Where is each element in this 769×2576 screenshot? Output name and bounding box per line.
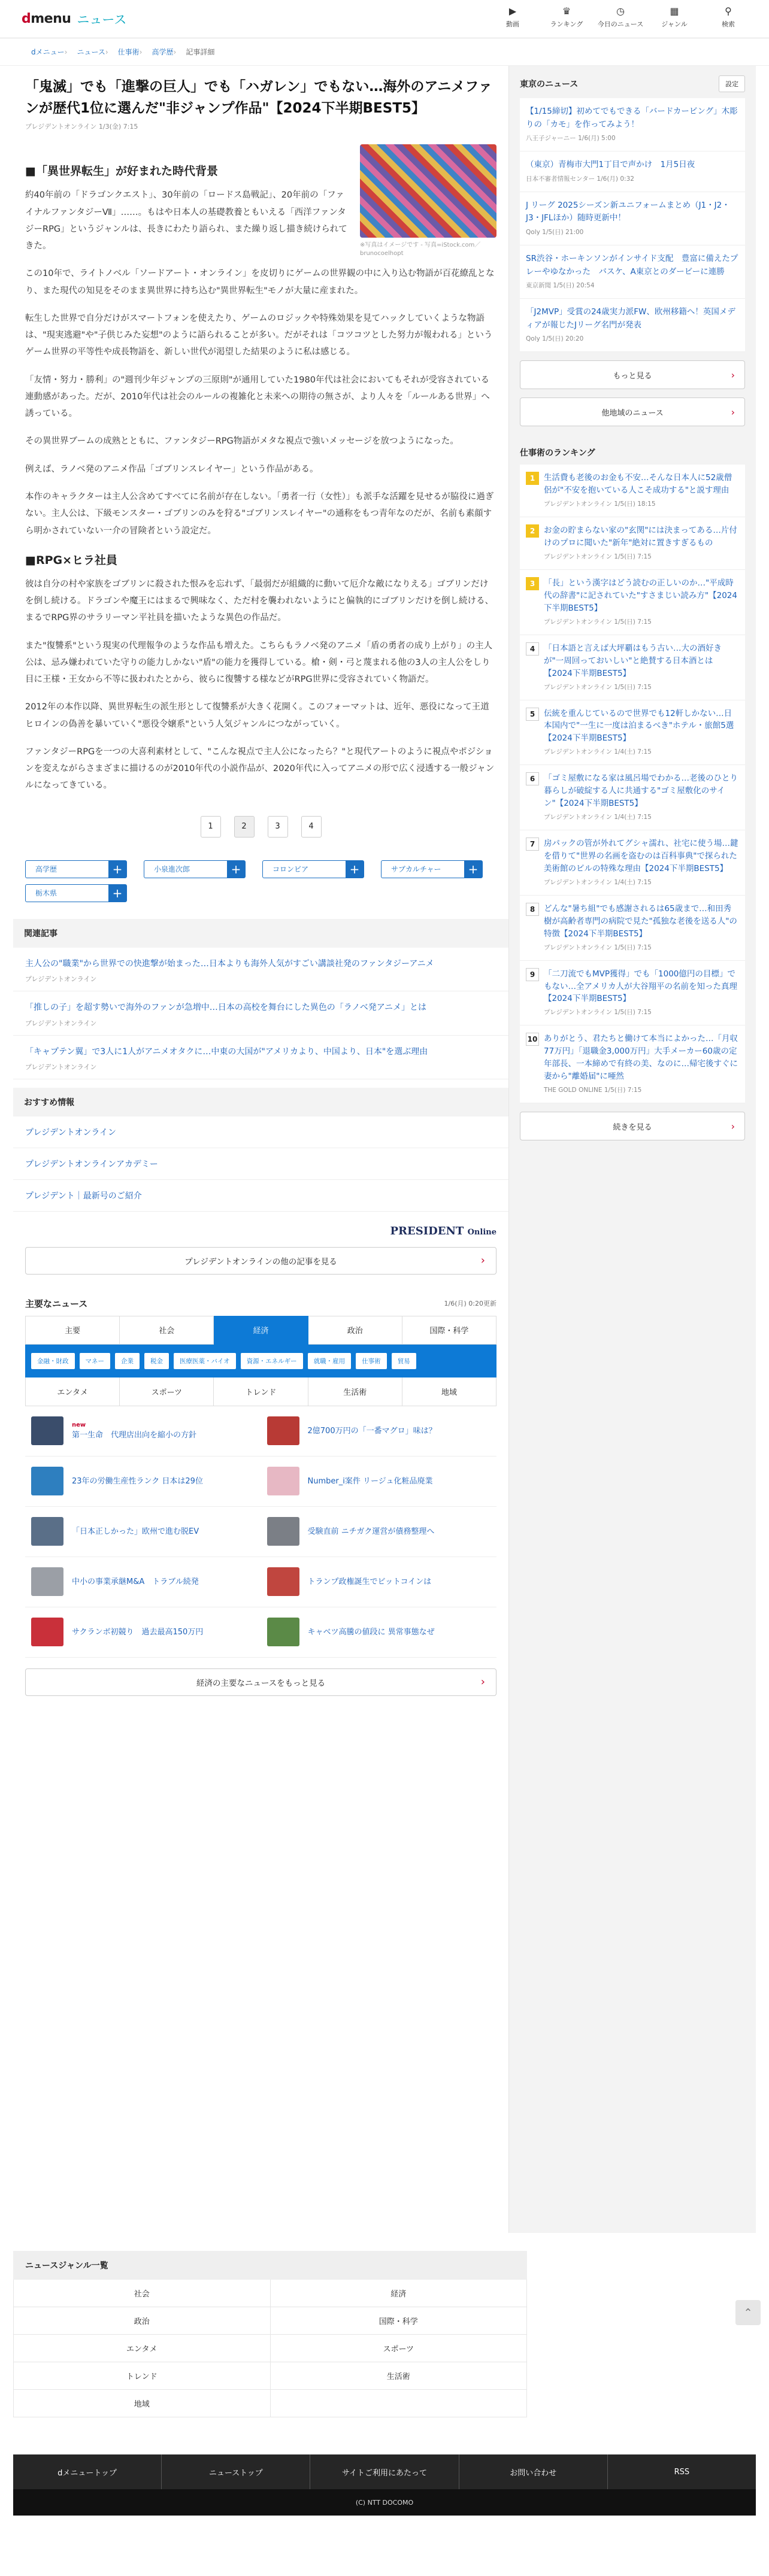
ranking-item[interactable] <box>520 896 745 961</box>
rank-number: 5 <box>526 708 539 721</box>
paragraph: 転生した世界で自分だけがスマートフォンを使えたり、ゲームのロジックや特殊効果を見てハックしていくような物語は、"現実逃避"や"子供じみた妄想"のように語られることが多い。だがそれは「コツコツとした努力が報われる」というゲーム世界の平等性や成長物語を、新しい世代が渇望した結果のように私は感じる。 <box>25 313 493 357</box>
rank-source: プレジデントオンライン 1/5(日) 7:15 <box>544 553 652 561</box>
plus-icon[interactable]: + <box>108 885 126 902</box>
news-text <box>72 1421 196 1442</box>
ranking-more-button[interactable]: 続きを見る › <box>520 1112 745 1140</box>
tokyo-news <box>509 66 756 426</box>
news-logo[interactable]: ニュース <box>77 12 127 27</box>
major-news-updated: 1/6(月) 0:20更新 <box>444 1300 496 1308</box>
recommend-section <box>13 1088 508 1275</box>
ranking-item[interactable] <box>520 1025 745 1103</box>
ranking-item[interactable] <box>520 830 745 896</box>
rank-number: 7 <box>526 838 539 851</box>
tab-lifestyle[interactable]: 生活術 <box>308 1377 402 1406</box>
paragraph: 例えば、ラノベ発のアニメ作品「ゴブリンスレイヤー」という作品がある。 <box>25 464 319 474</box>
plus-icon[interactable]: + <box>464 861 482 878</box>
chevron-right-icon: › <box>139 47 143 56</box>
news-text <box>308 1627 435 1639</box>
news-thumbnail <box>267 1467 299 1495</box>
genre-lifestyle[interactable]: 生活術 <box>271 2362 528 2390</box>
tab-international[interactable]: 国際・科学 <box>402 1316 496 1345</box>
header-nav <box>496 5 745 29</box>
article-title: 「鬼滅」でも「進撃の巨人」でも「ハガレン」でもない…海外のアニメファンが歴代1位に選んだ"非ジャンプ作品"【2024下半期BEST5】 <box>25 79 492 116</box>
genre-grid <box>13 2280 527 2417</box>
paragraph: 約40年前の「ドラゴンクエスト」、30年前の「ロードス島戦記」、20年前の「ファイナルファンタジーⅦ」……。もはや日本人の基礎教養ともいえる「西洋ファンタジーRPG」というジャンルは、長きにわたり語られ、また繰り返し描き続けられてきた。 <box>25 190 347 251</box>
news-grid-item[interactable] <box>261 1457 497 1507</box>
topic-tags <box>13 860 508 902</box>
news-text <box>72 1526 199 1538</box>
news-thumbnail <box>267 1567 299 1596</box>
nav-ranking[interactable]: ♛ ランキング <box>550 5 583 28</box>
breadcrumb <box>0 38 769 66</box>
ranking-item[interactable] <box>520 465 745 517</box>
subtab[interactable]: 資源・エネルギー <box>241 1353 303 1369</box>
rank-source: プレジデントオンライン 1/4(土) 7:15 <box>544 878 652 886</box>
paragraph: この10年で、ライトノベル「ソードアート・オンライン」を皮切りにゲームの世界観の中に入り込む物語が百花繚乱となり、また現代の知見をそのまま異世界に持ち込む"異世界転生"モノが大量に産まれた。 <box>25 269 495 296</box>
subtab[interactable]: 貿易 <box>392 1353 416 1369</box>
footer <box>0 2454 769 2516</box>
list-item[interactable]: J リーグ 2025シーズン新ユニフォームまとめ（J1・J2・J3・JFLほか）随時更新中！ Qoly 1/5(日) 21:00 <box>520 192 745 245</box>
rank-body <box>544 472 739 508</box>
news-text <box>308 1476 433 1488</box>
paragraph: また"復讐系"という現実の代理報争のような作品も増えた。こちらもラノベ発のアニメ「盾の勇者の成り上がり」の主人公は、忌み嫌われていた守りの能力しかない"盾"の能力を獲得している。槍・剣・弓と蔑まれる他の3人の主人公をしり目に王様・王女から不等に扱われたとから、彼らに復讐する様などがRPG世界に受容されていく物語だ。 <box>25 641 493 685</box>
tag-item[interactable]: 小泉進次郎 + <box>144 860 246 878</box>
clock-icon: ◷ <box>616 5 625 17</box>
news-thumbnail <box>267 1517 299 1546</box>
genre-international[interactable]: 国際・科学 <box>271 2307 528 2335</box>
paragraph: 2012年の本作以降、異世界転生の派生形として復讐系が大きく花開く。このフォーマットは、近年、悪役になって王道ヒロインの偽善を暴いていく"悪役令嬢系"という人気ジャンルにつながっていく。 <box>25 702 489 729</box>
breadcrumb-kogakureki[interactable]: 高学歴 <box>152 48 174 56</box>
subtab[interactable]: 企業 <box>115 1353 140 1369</box>
more-articles-button[interactable]: プレジデントオンラインの他の記事を見る › <box>25 1247 496 1275</box>
manga-shelf-photo <box>360 144 496 238</box>
rank-number: 8 <box>526 903 539 916</box>
breadcrumb-news[interactable]: ニュース <box>77 48 105 56</box>
section-heading: ■RPG×ヒラ社員 <box>25 553 118 567</box>
subtab[interactable]: 就職・雇用 <box>308 1353 352 1369</box>
rank-source: プレジデントオンライン 1/5(日) 18:15 <box>544 500 656 508</box>
news-grid-item[interactable] <box>261 1557 497 1607</box>
rank-body <box>544 838 739 887</box>
rank-title: ありがとう、君たちと働けて本当によかった…「月収77万円」「退職金3,000万円」大手メーカー60歳の定年部長、一本締めで有終の美、なのに…帰宅後すぐに妻から"離婚届"に唖然 <box>544 1034 738 1082</box>
breadcrumb-shigoto[interactable]: 仕事術 <box>117 48 140 56</box>
news-thumbnail <box>31 1517 63 1546</box>
paragraph: その異世界ブームの成熟とともに、ファンタジーRPG物語がメタな視点で強いメッセージを放つようになった。 <box>25 436 459 447</box>
news-title: キャベツ高騰の値段に 異常事態なぜ <box>307 1627 435 1637</box>
main-column <box>13 66 509 2233</box>
news-grid-item[interactable] <box>25 1406 261 1457</box>
rank-title: どんな"暑ち組"でも感謝されるは65歳まで…和田秀樹が高齢者専門の病院で見た"孤独な老後を送る人"の特徴【2024下半期BEST5】 <box>544 903 737 939</box>
genre-tabs <box>13 1316 508 1345</box>
economy-subtabs <box>25 1345 496 1377</box>
settings-button[interactable]: 設定 <box>719 75 745 92</box>
news-title: Number_i案件 リージュ化粧品廃業 <box>307 1476 433 1486</box>
news-text <box>72 1476 203 1488</box>
chevron-right-icon: › <box>105 47 108 56</box>
news-title: 23年の労働生産性ランク 日本は29位 <box>72 1476 203 1486</box>
list-item[interactable]: 「J2MVP」受賞の24歳実力派FW、欧州移籍へ！英国メディアが報じたJリーグ名門が発表 Qoly 1/5(日) 20:20 <box>520 299 745 352</box>
rank-body <box>544 968 739 1017</box>
news-title: 第一生命 代理店出向を縮小の方針 <box>72 1431 197 1440</box>
chevron-right-icon: › <box>731 406 735 418</box>
rank-source: プレジデントオンライン 1/4(土) 7:15 <box>544 748 652 756</box>
section-heading: ■「異世界転生」が好まれた時代背景 <box>25 165 218 178</box>
chevron-right-icon: › <box>64 47 68 56</box>
genre-trend[interactable]: トレンド <box>14 2362 271 2390</box>
site-header <box>0 0 769 38</box>
subtab[interactable]: 税金 <box>144 1353 169 1369</box>
news-grid-item[interactable] <box>25 1557 261 1607</box>
related-articles <box>13 919 508 1079</box>
rank-body <box>544 708 739 757</box>
rank-number: 2 <box>526 524 539 538</box>
plus-icon[interactable]: + <box>346 861 364 878</box>
news-title: 2億700万円の「一番マグロ」味は？ <box>307 1426 437 1436</box>
grid-icon: ▦ <box>670 5 679 17</box>
breadcrumb-current: 記事詳細 <box>186 48 215 56</box>
genre-sports[interactable]: スポーツ <box>271 2335 528 2362</box>
news-thumbnail <box>267 1618 299 1646</box>
tab-sports[interactable]: スポーツ <box>120 1377 214 1406</box>
ranking-item[interactable] <box>520 635 745 700</box>
nav-video[interactable]: ▶ 動画 <box>506 5 519 28</box>
rank-title: 生活費も老後のお金も不安…そんな日本人に52歳僧侶が"不安を抱いている人こそ成功する"と説す理由 <box>544 473 732 496</box>
news-grid-item[interactable] <box>261 1607 497 1658</box>
news-grid-item[interactable] <box>25 1457 261 1507</box>
news-text <box>308 1425 437 1437</box>
tab-economy[interactable]: 経済 <box>214 1316 308 1345</box>
related-item[interactable]: 主人公の"職業"から世界での快進撃が始まった…日本よりも海外人気がすごい講談社発のファンタジーアニメ プレジデントオンライン <box>13 948 508 991</box>
rank-body <box>544 524 739 561</box>
tag-item[interactable]: サブカルチャー + <box>381 860 483 878</box>
page-1[interactable]: 1 <box>201 816 221 838</box>
genre-politics[interactable]: 政治 <box>14 2307 271 2335</box>
rank-number: 3 <box>526 577 539 590</box>
related-item[interactable]: 「キャプテン翼」で3人に1人がアニメオタクに…中東の大国が"アメリカより、中国より、日本"を選ぶ理由 プレジデントオンライン <box>13 1036 508 1079</box>
list-item[interactable]: （東京）青梅市大門1丁目で声かけ 1月5日夜 日本不審者情報センター 1/6(月) 0:32 <box>520 151 745 192</box>
tab-main[interactable]: 主要 <box>25 1316 120 1345</box>
tab-region[interactable]: 地域 <box>402 1377 496 1406</box>
image-caption: ※写真はイメージです - 写真=iStock.com／brunocoelhopt <box>360 242 481 257</box>
footer-terms[interactable]: サイトご利用にあたって <box>310 2454 459 2489</box>
ranking-item[interactable] <box>520 765 745 830</box>
nav-search[interactable]: ⚲ 検索 <box>722 5 735 28</box>
tag-item[interactable]: コロンビア + <box>262 860 364 878</box>
news-thumbnail <box>31 1567 63 1596</box>
page-3[interactable]: 3 <box>268 816 288 838</box>
economy-more-button[interactable]: 経済の主要なニュースをもっと見る › <box>25 1668 496 1696</box>
rank-body <box>544 577 739 626</box>
tag-item[interactable]: 高学歴 + <box>25 860 127 878</box>
list-item[interactable]: SR渋谷・ホーキンソンがインサイド支配 豊富に備えたプレーやゆなかった バスケ、A東京とのダービーに連勝 東京新聞 1/5(日) 20:54 <box>520 245 745 299</box>
rank-title: 伝統を重んじているので世界でも12軒しかない…日本国内で"一生に一度は泊まるべき"ホテル・旅館5選【2024下半期BEST5】 <box>544 708 734 744</box>
rank-source: プレジデントオンライン 1/5(日) 7:15 <box>544 618 652 626</box>
news-text <box>308 1576 432 1588</box>
rank-body <box>544 772 739 821</box>
president-online-logo: PRESIDENT Online <box>390 1224 496 1237</box>
article <box>13 66 508 838</box>
ranking-item[interactable] <box>520 570 745 635</box>
footer-news-top[interactable]: ニューストップ <box>162 2454 310 2489</box>
recommend-heading: おすすめ情報 <box>13 1088 508 1116</box>
tag-item[interactable]: 栃木県 + <box>25 884 127 902</box>
tab-entertainment[interactable]: エンタメ <box>25 1377 120 1406</box>
rank-title: 「ゴミ屋敷になる家は風呂場でわかる…老後のひとり暮らしが破綻する人に共通する"ゴミ屋敷化のサイン"【2024下半期BEST5】 <box>544 773 738 809</box>
tab-politics[interactable]: 政治 <box>308 1316 402 1345</box>
genre-economy[interactable]: 経済 <box>271 2280 528 2307</box>
tokyo-news-list <box>520 98 745 352</box>
related-heading: 関連記事 <box>13 919 508 948</box>
article-meta: プレジデントオンライン 1/3(金) 7:15 <box>25 123 138 131</box>
rank-source: プレジデントオンライン 1/4(土) 7:15 <box>544 814 652 821</box>
news-title: トランプ政権誕生でビットコインは <box>307 1577 432 1586</box>
ranking-item[interactable] <box>520 517 745 570</box>
rank-source: プレジデントオンライン 1/5(日) 7:15 <box>544 683 652 691</box>
rank-source: THE GOLD ONLINE 1/5(日) 7:15 <box>544 1087 642 1094</box>
subtab[interactable]: 金融・財政 <box>31 1353 75 1369</box>
chevron-right-icon: › <box>731 1120 735 1132</box>
rank-title: 房パックの管が外れてグシャ濡れ、社宅に使う場…鍵を借りて"世界の名画を盗むのは百科事典"で探られた美術館のビルの特殊な理由【2024下半期BEST5】 <box>544 839 738 873</box>
copyright: (C) NTT DOCOMO <box>13 2489 756 2516</box>
news-grid-item[interactable] <box>261 1507 497 1557</box>
rank-body <box>544 642 739 691</box>
ranking-item[interactable] <box>520 700 745 766</box>
news-grid-item[interactable] <box>261 1406 497 1457</box>
footer-nav <box>13 2454 756 2489</box>
subtab[interactable]: 医療医薬・バイオ <box>174 1353 236 1369</box>
news-thumbnail <box>31 1416 63 1445</box>
rank-body <box>544 903 739 952</box>
list-item[interactable]: 【1/15締切】初めてでもできる「バードカービング」木彫りの「カモ」を作ってみよう！ 八王子ジャーニー 1/6(月) 5:00 <box>520 98 745 151</box>
breadcrumb-dmenu[interactable]: dメニュー <box>31 48 65 56</box>
article-image[interactable] <box>360 144 496 258</box>
news-title: サクランボ初競り 過去最高150万円 <box>72 1627 204 1637</box>
chevron-right-icon: › <box>480 1254 485 1267</box>
ranking <box>509 437 756 1140</box>
dmenu-logo[interactable]: dmenu <box>22 11 71 26</box>
news-title: 中小の事業承継M&A トラブル続発 <box>72 1577 199 1586</box>
rank-title: お金の貯まらない家の"玄関"には決まってある…片付けのプロに聞いた"新年"絶対に置きすぎるもの <box>544 526 737 548</box>
footer-contact[interactable]: お問い合わせ <box>459 2454 608 2489</box>
news-text <box>72 1576 199 1588</box>
genre-empty <box>271 2390 528 2417</box>
page-4[interactable]: 4 <box>301 816 322 838</box>
rank-number: 1 <box>526 472 539 485</box>
pagination <box>25 816 496 838</box>
genre-society[interactable]: 社会 <box>14 2280 271 2307</box>
scroll-top-button[interactable]: ⌃ <box>735 2300 761 2325</box>
rank-number: 6 <box>526 772 539 785</box>
news-thumbnail <box>31 1618 63 1646</box>
news-grid-item[interactable] <box>25 1507 261 1557</box>
news-title: 「日本正しかった」欧州で進む脱EV <box>72 1527 199 1536</box>
genre-entertainment[interactable]: エンタメ <box>14 2335 271 2362</box>
page-2[interactable]: 2 <box>234 816 255 838</box>
sidebar <box>509 66 756 2233</box>
tab-trend[interactable]: トレンド <box>214 1377 308 1406</box>
subtab[interactable]: 仕事術 <box>356 1353 387 1369</box>
news-text <box>72 1627 203 1639</box>
rank-body <box>544 1033 739 1094</box>
nav-today[interactable]: ◷ 今日のニュース <box>597 5 644 28</box>
genre-list-heading: ニュースジャンル一覧 <box>13 2251 527 2280</box>
rank-number: 10 <box>526 1033 539 1046</box>
genre-tabs-2 <box>13 1377 508 1406</box>
chevron-right-icon: › <box>731 369 735 381</box>
news-grid <box>13 1406 508 1658</box>
news-thumbnail <box>31 1467 63 1495</box>
news-text <box>308 1526 435 1538</box>
footer-dmenu-top[interactable]: dメニュートップ <box>13 2454 162 2489</box>
news-grid-item[interactable] <box>25 1607 261 1658</box>
ranking-item[interactable] <box>520 961 745 1026</box>
recommend-link[interactable]: プレジデントオンライン <box>13 1116 508 1148</box>
tab-society[interactable]: 社会 <box>120 1316 214 1345</box>
paragraph: 本作のキャラクターは主人公含めてすべてに名前が存在しない。「勇者一行（女性）」も派手な活躍を見せるが脇役に過ぎない。主人公は、下級モンスター・ゴブリンのみを狩る"ゴブリンスレイヤー"の通称をもつ青年なのだが、名前も素顔すら明かされていない一介の冒険者という設定だ。 <box>25 492 494 536</box>
paragraph: 彼は自分の村や家族をゴブリンに殺された恨みを忘れず、「最弱だが組織的に動いて厄介な敵になりえる」ゴブリンだけを倒し続ける。ドラゴンや魔王にはまるで興味なく、ただ村を襲われないようにと偏執的にゴブリンだけを倒し続ける、まるでRPG界のサラリーマン平社員を描いたような異色の作品だ。 <box>25 579 494 623</box>
genre-list <box>13 2251 756 2417</box>
new-badge: new <box>72 1422 86 1429</box>
rank-title: 「長」という漢字はどう読むの正しいのか…"平成時代の辞書"に記されていた"すさまじい読み方"【2024下半期BEST5】 <box>544 578 737 613</box>
ranking-heading: 仕事術のランキング <box>520 448 595 459</box>
chevron-right-icon: › <box>173 47 177 56</box>
recommend-link[interactable]: プレジデントオンラインアカデミー <box>13 1148 508 1180</box>
rank-source: プレジデントオンライン 1/5(日) 7:15 <box>544 1009 652 1017</box>
paragraph: ファンタジーRPGを一つの大喜利素材として、"こんな視点で主人公になったら？"と現代アートのように視点やポジションを変えながらさまざまに描けるのが2010年代の小説作品が、2020年代に入ってアニメの形で広く浸透する一般ジャンルになってきている。 <box>25 747 495 791</box>
news-thumbnail <box>267 1416 299 1445</box>
news-title: 受験直前 ニチガク運営が債務整理へ <box>307 1527 435 1536</box>
plus-icon[interactable]: + <box>227 861 245 878</box>
rank-source: プレジデントオンライン 1/5(日) 7:15 <box>544 943 652 951</box>
plus-icon[interactable]: + <box>108 861 126 878</box>
play-icon: ▶ <box>508 5 517 17</box>
more-button[interactable]: もっと見る › <box>520 360 745 389</box>
tokyo-news-heading: 東京のニュース <box>520 80 579 89</box>
rank-title: 「二刀流でもMVP獲得」でも「1000億円の目標」でもない…全アメリカ人が大谷翔平の名前を知った真理【2024下半期BEST5】 <box>544 969 738 1004</box>
major-news <box>13 1288 508 1696</box>
search-icon: ⚲ <box>725 5 732 17</box>
subtab[interactable]: マネー <box>80 1353 111 1369</box>
paragraph: 「友情・努力・勝利」の"週刊少年ジャンプの三原則"が通用していた1980年代は社会においてもそれが受容されている連動感があった。だが、2010年代は社会のルールの複雑化と未来への期待の無さが、より人々を「ルールある世界」へ誘っている。 <box>25 375 490 419</box>
other-region-button[interactable]: 他地域のニュース › <box>520 398 745 426</box>
crown-icon: ♛ <box>562 5 571 17</box>
rank-title: 「日本語と言えば大坪覇はもう古い…大の酒好きが"一周回っておいしい"と絶賛する日本酒とは【2024下半期BEST5】 <box>544 643 722 678</box>
genre-region[interactable]: 地域 <box>14 2390 271 2417</box>
related-item[interactable]: 「推しの子」を超す勢いで海外のファンが急増中…日本の高校を舞台にした異色の「ラノベ発アニメ」とは プレジデントオンライン <box>13 991 508 1035</box>
rank-number: 4 <box>526 642 539 656</box>
chevron-right-icon: › <box>480 1676 485 1689</box>
nav-genre[interactable]: ▦ ジャンル <box>661 5 688 28</box>
major-news-heading: 主要なニュース <box>25 1298 88 1309</box>
ranking-list <box>520 465 745 1103</box>
footer-rss[interactable]: RSS <box>674 2467 690 2477</box>
recommend-link[interactable]: プレジデント｜最新号のご紹介 <box>13 1180 508 1212</box>
rank-number: 9 <box>526 968 539 981</box>
